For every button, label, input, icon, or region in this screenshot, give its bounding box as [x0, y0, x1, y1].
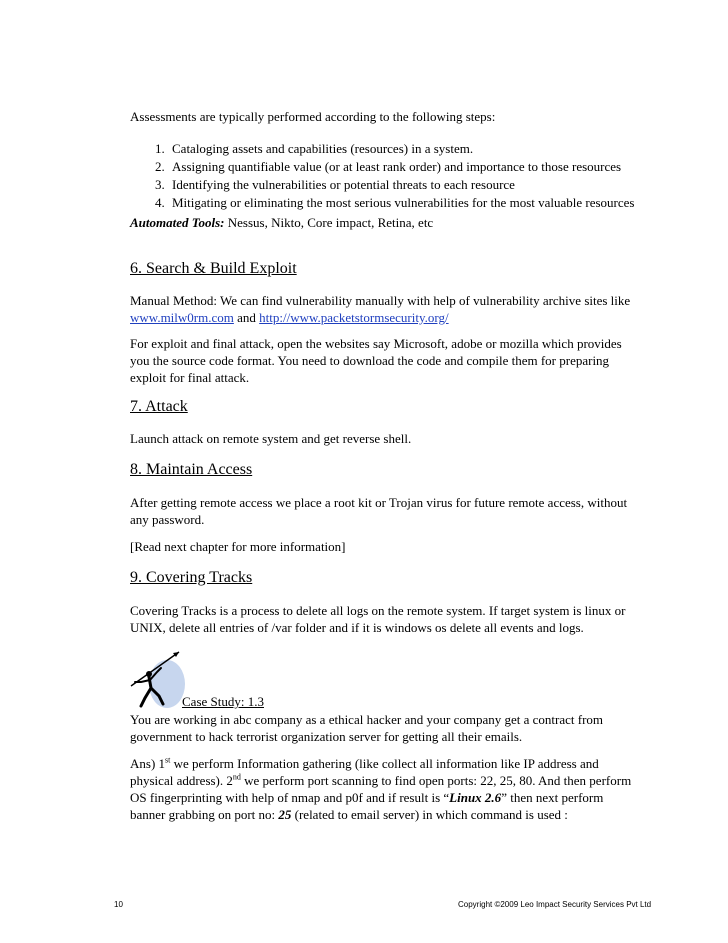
- exploit-para-line-1: For exploit and final attack, open the websites say Microsoft, adobe or mozilla which provides: [130, 336, 622, 351]
- line4-prefix: physical address). 2: [130, 773, 233, 788]
- manual-method-line: Manual Method: We can find vulnerability manually with help of vulnerability archive sites like: [130, 293, 631, 308]
- line6-text: (related to email server) in which command is used :: [291, 807, 568, 822]
- assessment-steps: [130, 140, 634, 212]
- line6-prefix: banner grabbing on port no:: [130, 807, 279, 822]
- read-next-note: [Read next chapter for more information]: [130, 539, 346, 554]
- maintain-line-1: After getting remote access we place a root kit or Trojan virus for future remote access, without: [130, 495, 628, 510]
- maintain-line-2: any password.: [130, 512, 205, 527]
- automated-tools-label: Automated Tools:: [130, 215, 225, 230]
- case-line-2: government to hack terrorist organization server for getting all their emails.: [130, 729, 523, 744]
- exploit-para-line-3: exploit for final attack.: [130, 370, 250, 385]
- list-item: 2. Assigning quantifiable value (or at least rank order) and importance to those resources: [168, 158, 634, 176]
- linux-version: Linux 2.6: [449, 790, 502, 805]
- list-item: 3. Identifying the vulnerabilities or potential threats to each resource: [168, 176, 634, 194]
- page-number: 10: [114, 900, 123, 909]
- and-text: and: [233, 310, 260, 325]
- covering-line-1: Covering Tracks is a process to delete all logs on the remote system. If target system is linux or: [130, 603, 626, 618]
- ordinal-st: st: [165, 755, 171, 765]
- attack-text: Launch attack on remote system and get reverse shell.: [130, 431, 412, 446]
- case-line-3: [130, 755, 599, 772]
- automated-tools-text: Nessus, Nikto, Core impact, Retina, etc: [224, 215, 434, 230]
- case-study-spear-thrower-icon: [123, 648, 187, 710]
- packetstorm-link[interactable]: http://www.packetstormsecurity.org/: [259, 310, 449, 325]
- milw0rm-link[interactable]: www.milw0rm.com: [130, 310, 234, 325]
- case-line-1: You are working in abc company as a ethical hacker and your company get a contract from: [130, 712, 604, 727]
- list-item: 1. Cataloging assets and capabilities (resources) in a system.: [168, 140, 634, 158]
- ans-text: we perform Information gathering (like collect all information like IP address and: [170, 756, 599, 771]
- section-7-heading: 7. Attack: [130, 398, 188, 415]
- list-item: 4. Mitigating or eliminating the most serious vulnerabilities for the most valuable resources: [168, 194, 634, 212]
- case-study-title: Case Study: 1.3: [182, 694, 264, 709]
- section-6-heading: 6. Search & Build Exploit: [130, 260, 297, 277]
- case-line-4: [130, 772, 631, 789]
- ordinal-nd: nd: [232, 772, 241, 782]
- port-number: 25: [278, 807, 292, 822]
- automated-tools-line: [130, 214, 433, 231]
- copyright-text: Copyright ©2009 Leo Impact Security Services Pvt Ltd: [458, 900, 652, 909]
- covering-line-2: UNIX, delete all entries of /var folder and if it is windows os delete all events and logs.: [130, 620, 584, 635]
- section-8-heading: 8. Maintain Access: [130, 461, 253, 478]
- line4-text: we perform port scanning to find open ports: 22, 25, 80. And then perform: [240, 773, 632, 788]
- links-line: [130, 309, 449, 326]
- line5-text: ” then next perform: [501, 790, 604, 805]
- case-line-6: [130, 806, 568, 823]
- ans-prefix: Ans) 1: [130, 756, 166, 771]
- intro-text: Assessments are typically performed according to the following steps:: [130, 109, 496, 124]
- line5-prefix: OS fingerprinting with help of nmap and p0f and if result is “: [130, 790, 450, 805]
- case-line-5: [130, 789, 603, 806]
- section-9-heading: 9. Covering Tracks: [130, 569, 253, 586]
- exploit-para-line-2: you the source code format. You need to download the code and compile them for preparing: [130, 353, 610, 368]
